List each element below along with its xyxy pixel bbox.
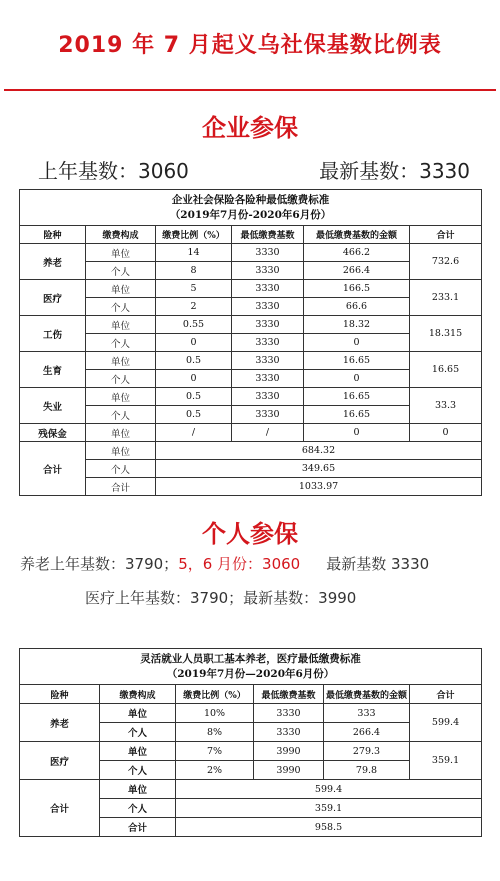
page-title: 2019 年 7 月起义乌社保基数比例表: [58, 33, 442, 58]
payment-ratio: 0.55: [156, 316, 232, 334]
table-row: [20, 742, 482, 761]
column-header: 最低缴费基数的金额: [324, 685, 410, 704]
column-header: 缴费比例（%）: [176, 685, 254, 704]
table-caption-row: [20, 190, 482, 226]
payment-component: 单位: [86, 316, 156, 334]
caption-line-1: 企业社会保险各险种最低缴费标准: [171, 193, 330, 206]
minimum-base: 3330: [232, 298, 304, 316]
insurance-type: 养老: [20, 704, 100, 742]
payment-component: 个人: [86, 298, 156, 316]
summary-row: [20, 442, 482, 460]
payment-component: 个人: [86, 370, 156, 388]
row-total: 233.1: [410, 280, 482, 316]
column-header: 最低缴费基数的金额: [304, 226, 410, 244]
table-caption: [20, 190, 482, 226]
payment-ratio: /: [156, 424, 232, 442]
column-header: 缴费构成: [86, 226, 156, 244]
minimum-amount: 266.4: [304, 262, 410, 280]
minimum-base: 3330: [232, 244, 304, 262]
minimum-base: 3330: [232, 262, 304, 280]
pension-last-year-base: 养老上年基数：3790；: [20, 555, 179, 573]
payment-component: 单位: [100, 742, 176, 761]
payment-component: 单位: [100, 704, 176, 723]
payment-ratio: 0.5: [156, 406, 232, 424]
insurance-type: 生育: [20, 352, 86, 388]
insurance-type: 医疗: [20, 280, 86, 316]
row-total: 599.4: [410, 704, 482, 742]
summary-component: 合计: [86, 478, 156, 496]
summary-value: 1033.97: [156, 478, 482, 496]
summary-component: 个人: [100, 799, 176, 818]
caption-line-2: （2019年7月份—2020年6月份）: [166, 667, 335, 680]
summary-label: 合计: [20, 442, 86, 496]
payment-component: 单位: [86, 280, 156, 298]
pension-may-june-base: 5，6 月份：3060: [178, 555, 301, 573]
minimum-amount: 0: [304, 370, 410, 388]
column-header: 合计: [410, 226, 482, 244]
caption-line-2: （2019年7月份-2020年6月份）: [169, 208, 332, 221]
row-total: 18.315: [410, 316, 482, 352]
payment-component: 个人: [100, 723, 176, 742]
minimum-base: 3330: [232, 280, 304, 298]
summary-label: 合计: [20, 780, 100, 837]
minimum-base: /: [232, 424, 304, 442]
minimum-amount: 466.2: [304, 244, 410, 262]
column-header: 最低缴费基数: [232, 226, 304, 244]
table-row: [20, 388, 482, 406]
column-header: 缴费构成: [100, 685, 176, 704]
payment-component: 个人: [86, 406, 156, 424]
flexible-employment-table: [19, 648, 482, 837]
payment-component: 单位: [86, 424, 156, 442]
minimum-base: 3330: [232, 316, 304, 334]
row-total: 33.3: [410, 388, 482, 424]
row-total: 732.6: [410, 244, 482, 280]
summary-value: 599.4: [176, 780, 482, 799]
payment-ratio: 8: [156, 262, 232, 280]
medical-base-line: 医疗上年基数：3790；最新基数：3990: [85, 589, 357, 607]
minimum-amount: 79.8: [324, 761, 410, 780]
summary-component: 合计: [100, 818, 176, 837]
payment-ratio: 8%: [176, 723, 254, 742]
minimum-amount: 0: [304, 424, 410, 442]
payment-component: 单位: [86, 352, 156, 370]
payment-component: 个人: [86, 334, 156, 352]
insurance-type: 工伤: [20, 316, 86, 352]
minimum-amount: 279.3: [324, 742, 410, 761]
column-header: 险种: [20, 226, 86, 244]
minimum-base: 3330: [232, 388, 304, 406]
minimum-base: 3330: [254, 704, 324, 723]
payment-ratio: 0: [156, 334, 232, 352]
minimum-base: 3330: [232, 370, 304, 388]
payment-component: 个人: [86, 262, 156, 280]
payment-component: 个人: [100, 761, 176, 780]
summary-component: 个人: [86, 460, 156, 478]
insurance-type: 残保金: [20, 424, 86, 442]
payment-ratio: 7%: [176, 742, 254, 761]
summary-row: [20, 780, 482, 799]
payment-component: 单位: [86, 388, 156, 406]
caption-line-1: 灵活就业人员职工基本养老，医疗最低缴费标准: [140, 652, 361, 665]
payment-ratio: 0.5: [156, 352, 232, 370]
minimum-amount: 16.65: [304, 352, 410, 370]
row-total: 16.65: [410, 352, 482, 388]
payment-ratio: 2: [156, 298, 232, 316]
enterprise-heading: 企业参保: [202, 114, 298, 142]
minimum-amount: 16.65: [304, 406, 410, 424]
table-row: [20, 352, 482, 370]
pension-new-base: 最新基数 3330: [326, 555, 430, 573]
insurance-type: 医疗: [20, 742, 100, 780]
table-header-row: [20, 685, 482, 704]
minimum-amount: 16.65: [304, 388, 410, 406]
summary-value: 958.5: [176, 818, 482, 837]
minimum-amount: 166.5: [304, 280, 410, 298]
summary-value: 359.1: [176, 799, 482, 818]
table-row: [20, 316, 482, 334]
row-total: 359.1: [410, 742, 482, 780]
table-header-row: [20, 226, 482, 244]
summary-component: 单位: [86, 442, 156, 460]
payment-ratio: 5: [156, 280, 232, 298]
insurance-type: 养老: [20, 244, 86, 280]
minimum-base: 3330: [254, 723, 324, 742]
table-caption-row: [20, 649, 482, 685]
table-row: [20, 704, 482, 723]
enterprise-new-base: 最新基数：3330: [319, 159, 470, 183]
table-caption: [20, 649, 482, 685]
enterprise-insurance-table: [19, 189, 482, 496]
table-row: [20, 424, 482, 442]
payment-ratio: 14: [156, 244, 232, 262]
column-header: 最低缴费基数: [254, 685, 324, 704]
enterprise-last-year-base: 上年基数：3060: [38, 159, 189, 183]
payment-ratio: 10%: [176, 704, 254, 723]
minimum-amount: 0: [304, 334, 410, 352]
summary-component: 单位: [100, 780, 176, 799]
payment-ratio: 2%: [176, 761, 254, 780]
column-header: 险种: [20, 685, 100, 704]
minimum-amount: 333: [324, 704, 410, 723]
payment-ratio: 0: [156, 370, 232, 388]
insurance-type: 失业: [20, 388, 86, 424]
minimum-amount: 66.6: [304, 298, 410, 316]
minimum-base: 3330: [232, 352, 304, 370]
summary-value: 349.65: [156, 460, 482, 478]
column-header: 缴费比例（%）: [156, 226, 232, 244]
table-row: [20, 280, 482, 298]
title-divider: [4, 89, 496, 91]
minimum-base: 3330: [232, 334, 304, 352]
minimum-base: 3990: [254, 761, 324, 780]
minimum-amount: 18.32: [304, 316, 410, 334]
table-row: [20, 244, 482, 262]
payment-ratio: 0.5: [156, 388, 232, 406]
column-header: 合计: [410, 685, 482, 704]
pension-base-line: [20, 553, 429, 574]
minimum-base: 3990: [254, 742, 324, 761]
row-total: 0: [410, 424, 482, 442]
personal-heading: 个人参保: [202, 520, 298, 548]
summary-value: 684.32: [156, 442, 482, 460]
minimum-amount: 266.4: [324, 723, 410, 742]
payment-component: 单位: [86, 244, 156, 262]
minimum-base: 3330: [232, 406, 304, 424]
summary-row: [20, 478, 482, 496]
summary-row: [20, 460, 482, 478]
